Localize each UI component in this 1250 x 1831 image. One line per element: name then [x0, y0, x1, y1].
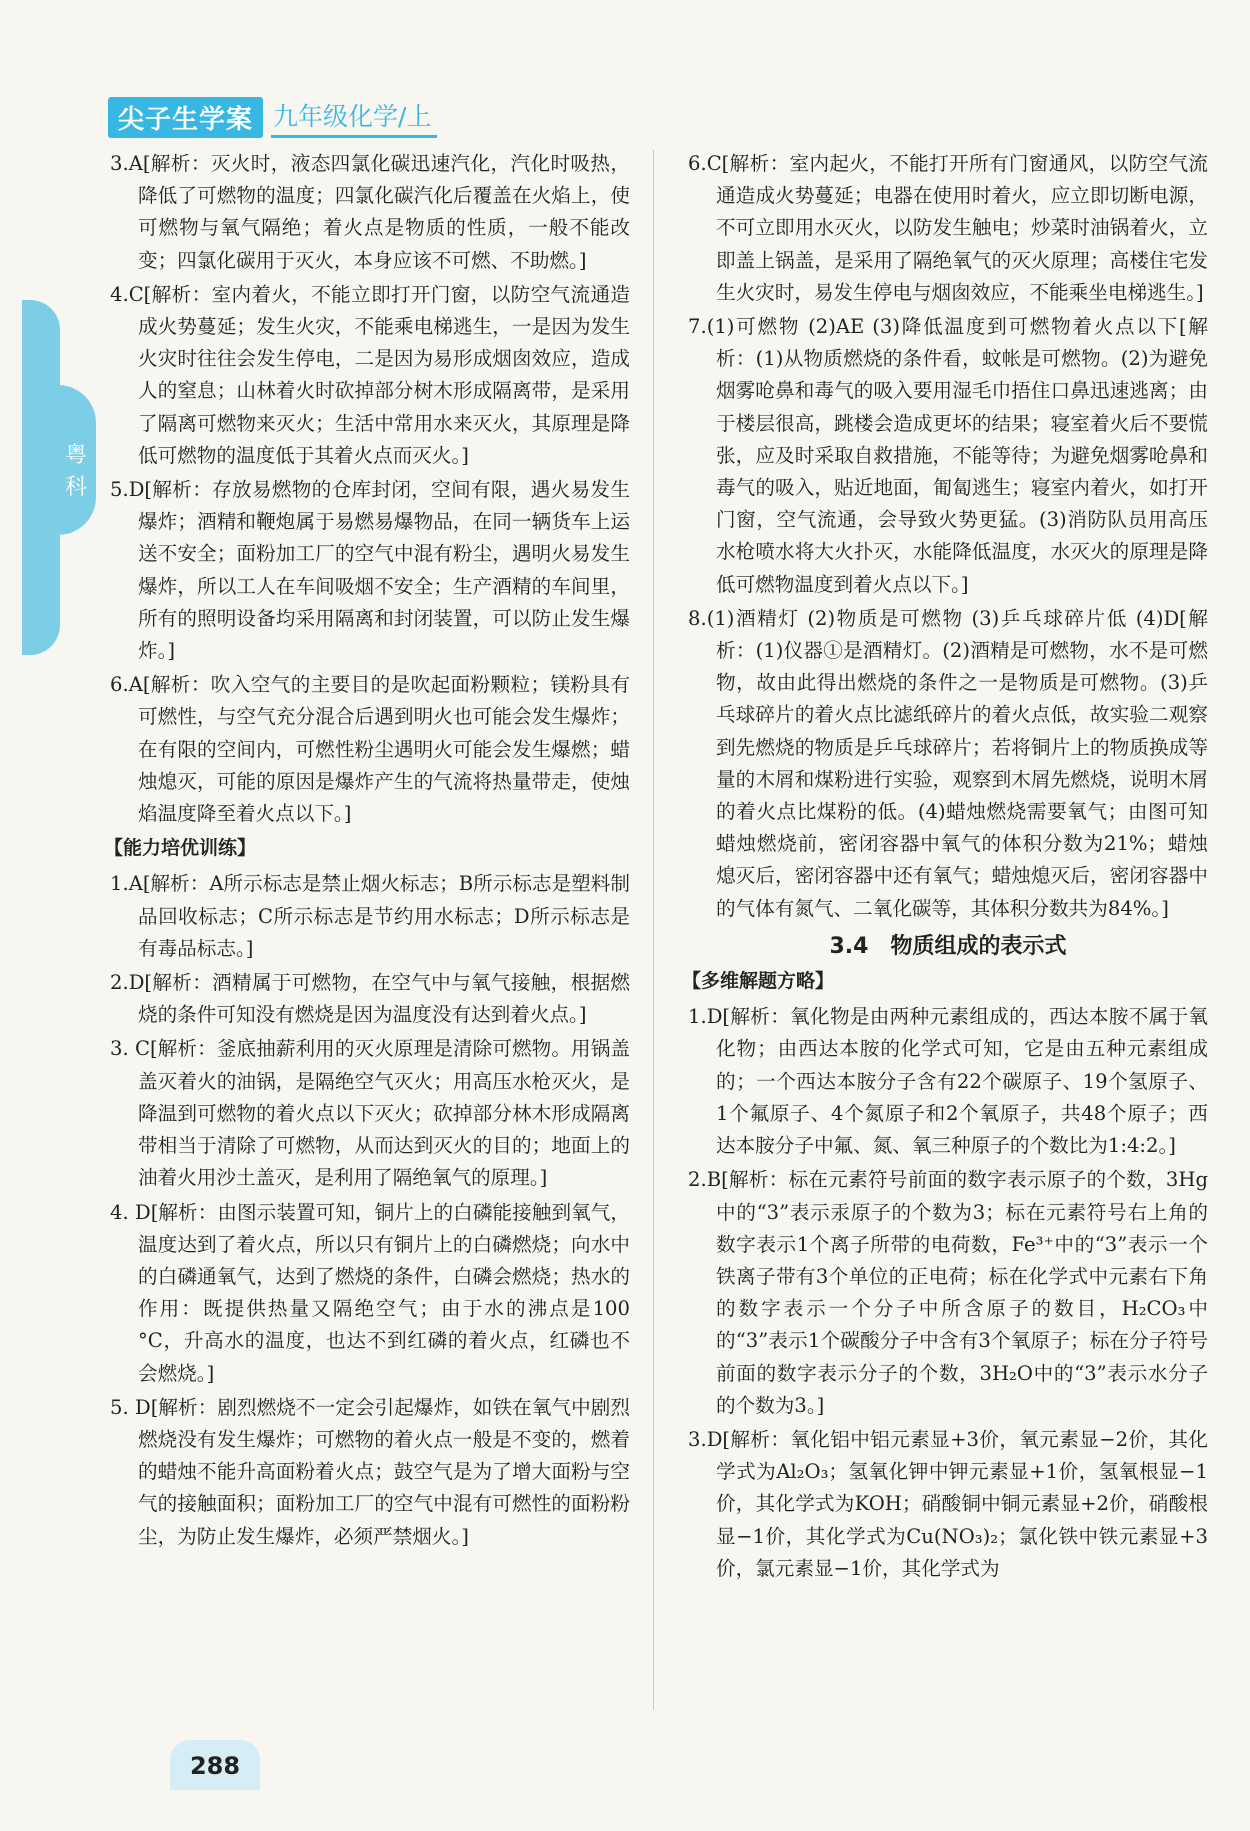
right-column — [682, 148, 1208, 1587]
subject-title: 九年级化学/上 — [271, 97, 437, 138]
answer-item: 1.A[解析：A所示标志是禁止烟火标志；B所示标志是塑料制品回收标志；C所示标志是节约用水标志；D所示标志是有毒品标志。] — [110, 872, 630, 960]
answer-item: 4.C[解析：室内着火，不能立即打开门窗，以防空气流通造成火势蔓延；发生火灾，不能乘电梯逃生，一是因为发生火灾时往往会发生停电，二是因为易形成烟囱效应，造成人的窒息；山林着火时砍掉部分树木形成隔离带，是采用了隔离可燃物来灭火；生活中常用水来灭火，其原理是降低可燃物的温度低于其着火点而灭火。] — [110, 282, 630, 467]
answer-item: 3.D[解析：氧化铝中铝元素显+3价，氧元素显−2价，其化学式为Al₂O₃；氢氧化钾中钾元素显+1价，氢氧根显−1价，其化学式为KOH；硝酸铜中铜元素显+2价，硝酸根显−1价，其化学式为Cu(NO₃)₂；氯化铁中铁元素显+3价，氯元素显−1价，其化学式为 — [688, 1427, 1208, 1580]
answer-item: 8.(1)酒精灯 (2)物质是可燃物 (3)乒乓球碎片低 (4)D[解析：(1)仪器①是酒精灯。(2)酒精是可燃物，水不是可燃物，故由此得出燃烧的条件之一是物质是可燃物。(3)乒乓球碎片的着火点比滤纸碎片的着火点低，故实验二观察到先燃烧的物质是乒乓球碎片；若将铜片上的物质换成等量的木屑和煤粉进行实验，观察到木屑先燃烧，说明木屑的着火点比煤粉的低。(4)蜡烛燃烧需要氧气；由图可知蜡烛燃烧前，密闭容器中氧气的体积分数为21%；蜡烛熄灭后，密闭容器中还有氧气；蜡烛熄灭后，密闭容器中的气体有氮气、二氧化碳等，其体积分数共为84%。] — [688, 606, 1208, 920]
column-divider — [653, 150, 654, 1710]
answer-item: 5. D[解析：剧烈燃烧不一定会引起爆炸，如铁在氧气中剧烈燃烧没有发生爆炸；可燃物的着火点一般是不变的，燃着的蜡烛不能升高面粉着火点；鼓空气是为了增大面粉与空气的接触面积；面粉加工厂的空气中混有可燃性的面粉粉尘，为防止发生爆炸，必须严禁烟火。] — [110, 1395, 630, 1548]
answer-item: 5.D[解析：存放易燃物的仓库封闭，空间有限，遇火易发生爆炸；酒精和鞭炮属于易燃易爆物品，在同一辆货车上运送不安全；面粉加工厂的空气中混有粉尘，遇明火易发生爆炸，所以工人在车间吸烟不安全；生产酒精的车间里，所有的照明设备均采用隔离和封闭装置，可以防止发生爆炸。] — [110, 478, 630, 663]
answer-item: 1.D[解析：氧化物是由两种元素组成的，西达本胺不属于氧化物；由西达本胺的化学式可知，它是由五种元素组成的；一个西达本胺分子含有22个碳原子、19个氢原子、1个氟原子、4个氮原子和2个氧原子，共48个原子；西达本胺分子中氟、氮、氧三种原子的个数比为1:4:2。] — [688, 1005, 1208, 1158]
brand-title: 尖子生学案 — [108, 97, 263, 138]
answer-item: 4. D[解析：由图示装置可知，铜片上的白磷能接触到氧气，温度达到了着火点，所以只有铜片上的白磷燃烧；向水中的白磷通氧气，达到了燃烧的条件，白磷会燃烧；热水的作用：既提供热量又隔绝空气；由于水的沸点是100 °C，升高水的温度，也达不到红磷的着火点，红磷也不会燃烧。] — [110, 1200, 630, 1385]
section-title: 3.4 物质组成的表示式 — [829, 933, 1067, 959]
answer-item: 6.C[解析：室内起火，不能打开所有门窗通风，以防空气流通造成火势蔓延；电器在使用时着火，应立即切断电源，不可立即用水灭火，以防发生触电；炒菜时油锅着火，立即盖上锅盖，是采用了隔绝氧气的灭火原理；高楼住宅发生火灾时，易发生停电与烟囱效应，不能乘坐电梯逃生。] — [688, 152, 1208, 304]
answer-item: 3.A[解析：灭火时，液态四氯化碳迅速汽化，汽化时吸热，降低了可燃物的温度；四氯化碳汽化后覆盖在火焰上，使可燃物与氧气隔绝；着火点是物质的性质，一般不能改变；四氯化碳用于灭火，本身应该不可燃、不助燃。] — [110, 152, 630, 272]
answer-item: 2.B[解析：标在元素符号前面的数字表示原子的个数，3Hg中的“3”表示汞原子的个数为3；标在元素符号右上角的数字表示1个离子所带的电荷数，Fe³⁺中的“3”表示一个铁离子带有3个单位的正电荷；标在化学式中元素右下角的数字表示一个分子中所含原子的数目，H₂CO₃中的“3”表示1个碳酸分子中含有3个氧原子；标在分子符号前面的数字表示分子的个数，3H₂O中的“3”表示水分子的个数为3。] — [688, 1168, 1208, 1417]
answer-item: 6.A[解析：吹入空气的主要目的是吹起面粉颗粒；镁粉具有可燃性，与空气充分混合后遇到明火也可能会发生爆炸；在有限的空间内，可燃性粉尘遇明火可能会发生爆燃；蜡烛熄灭，可能的原因是爆炸产生的气流将热量带走，使烛焰温度降至着火点以下。] — [110, 673, 630, 826]
page-number: 288 — [170, 1740, 260, 1790]
page-header — [108, 96, 437, 138]
section-tag: 【多维解题方略】 — [682, 970, 835, 993]
answer-item: 3. C[解析：釜底抽薪利用的灭火原理是清除可燃物。用锅盖盖灭着火的油锅，是隔绝空气灭火；用高压水枪灭火，是降温到可燃物的着火点以下灭火；砍掉部分林木形成隔离带相当于清除了可燃物，从而达到灭火的目的；地面上的油着火用沙土盖灭，是利用了隔绝氧气的原理。] — [110, 1037, 630, 1190]
answer-item: 2.D[解析：酒精属于可燃物，在空气中与氧气接触，根据燃烧的条件可知没有燃烧是因为温度没有达到着火点。] — [110, 971, 630, 1027]
side-color-strip — [22, 300, 60, 655]
answer-item: 7.(1)可燃物 (2)AE (3)降低温度到可燃物着火点以下[解析：(1)从物质燃烧的条件看，蚊帐是可燃物。(2)为避免烟雾呛鼻和毒气的吸入要用湿毛巾捂住口鼻迅速逃离；由于楼层很高，跳楼会造成更坏的结果；寝室着火后不要慌张，应及时采取自救措施，不能等待；为避免烟雾呛鼻和毒气的吸入，贴近地面，匍匐逃生；寝室内着火，如打开门窗，空气流通，会导致火势更猛。(3)消防队员用高压水枪喷水将大火扑灭，水能降低温度，水灭火的原理是降低可燃物温度到着火点以下。] — [688, 315, 1208, 596]
section-tag: 【能力培优训练】 — [104, 837, 257, 860]
side-label: 粤科 — [64, 443, 87, 500]
left-column — [104, 148, 630, 1555]
